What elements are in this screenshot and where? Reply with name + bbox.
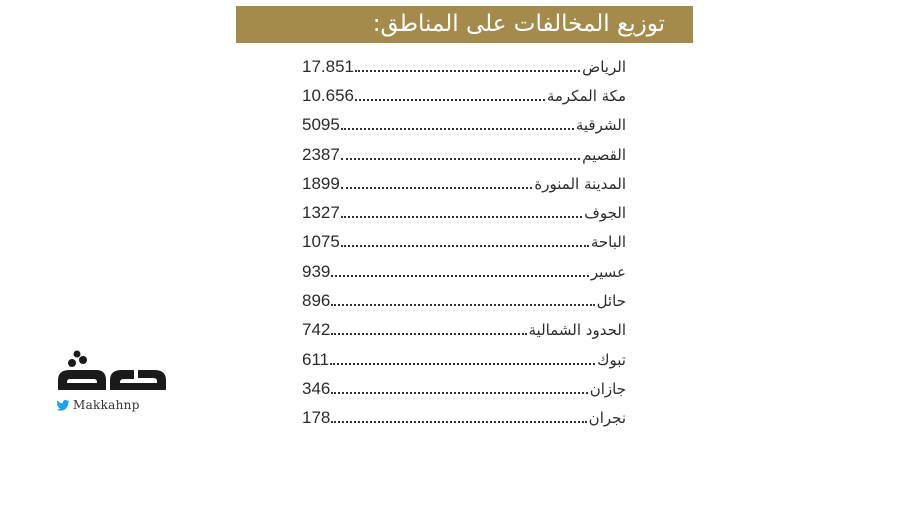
dotted-leader bbox=[355, 70, 580, 72]
region-row bbox=[302, 257, 626, 286]
region-name: الحدود الشمالية bbox=[528, 321, 626, 340]
region-row bbox=[302, 404, 626, 433]
dotted-leader bbox=[341, 128, 574, 130]
region-row bbox=[302, 286, 626, 315]
region-row bbox=[302, 198, 626, 227]
region-row bbox=[302, 111, 626, 140]
region-row bbox=[302, 52, 626, 81]
region-value: 1899 bbox=[302, 173, 340, 193]
logo-handle-text: Makkahnp bbox=[73, 398, 140, 412]
makkah-logo-mark bbox=[56, 350, 168, 396]
dotted-leader bbox=[341, 158, 580, 160]
region-value: 939 bbox=[302, 261, 331, 281]
region-value: 17.851 bbox=[302, 56, 354, 76]
dotted-leader bbox=[331, 333, 526, 335]
region-row bbox=[302, 169, 626, 198]
dotted-leader bbox=[355, 99, 545, 101]
region-value: 896 bbox=[302, 291, 331, 311]
regions-list bbox=[302, 52, 626, 433]
region-value: 1327 bbox=[302, 203, 340, 223]
logo-handle bbox=[56, 398, 140, 412]
region-row bbox=[302, 316, 626, 345]
region-value: 346 bbox=[302, 378, 331, 398]
region-row bbox=[302, 374, 626, 403]
region-name: الرياض bbox=[582, 57, 626, 76]
page-title: توزيع المخالفات على المناطق: bbox=[372, 11, 665, 37]
makkah-logo bbox=[56, 350, 168, 416]
dotted-leader bbox=[331, 304, 594, 306]
region-row bbox=[302, 228, 626, 257]
region-value: 178 bbox=[302, 408, 331, 428]
region-name: الشرقية bbox=[575, 116, 626, 135]
region-value: 5095 bbox=[302, 115, 340, 135]
region-name: مكة المكرمة bbox=[546, 86, 626, 105]
dotted-leader bbox=[331, 421, 586, 423]
dotted-leader bbox=[330, 363, 595, 365]
region-row bbox=[302, 345, 626, 374]
dotted-leader bbox=[331, 392, 587, 394]
region-name: الباحة bbox=[590, 233, 626, 252]
region-name: نجران bbox=[588, 409, 626, 428]
dotted-leader bbox=[341, 245, 589, 247]
region-name: المدينة المنورة bbox=[534, 174, 626, 193]
region-name: الجوف bbox=[584, 204, 626, 223]
region-name: جازان bbox=[589, 379, 626, 398]
region-name: عسير bbox=[590, 262, 626, 281]
region-value: 2387 bbox=[302, 144, 340, 164]
header-banner bbox=[236, 6, 693, 43]
region-value: 1075 bbox=[302, 232, 340, 252]
region-value: 611 bbox=[302, 349, 330, 369]
region-name: تبوك bbox=[597, 350, 626, 369]
twitter-bird-icon bbox=[56, 400, 70, 411]
dotted-leader bbox=[341, 187, 533, 189]
region-name: القصيم bbox=[582, 145, 626, 164]
region-row bbox=[302, 140, 626, 169]
region-row bbox=[302, 81, 626, 110]
region-value: 10.656 bbox=[302, 85, 354, 105]
dotted-leader bbox=[341, 216, 582, 218]
region-value: 742 bbox=[302, 320, 331, 340]
dotted-leader bbox=[331, 275, 588, 277]
region-name: حائل bbox=[596, 292, 626, 311]
